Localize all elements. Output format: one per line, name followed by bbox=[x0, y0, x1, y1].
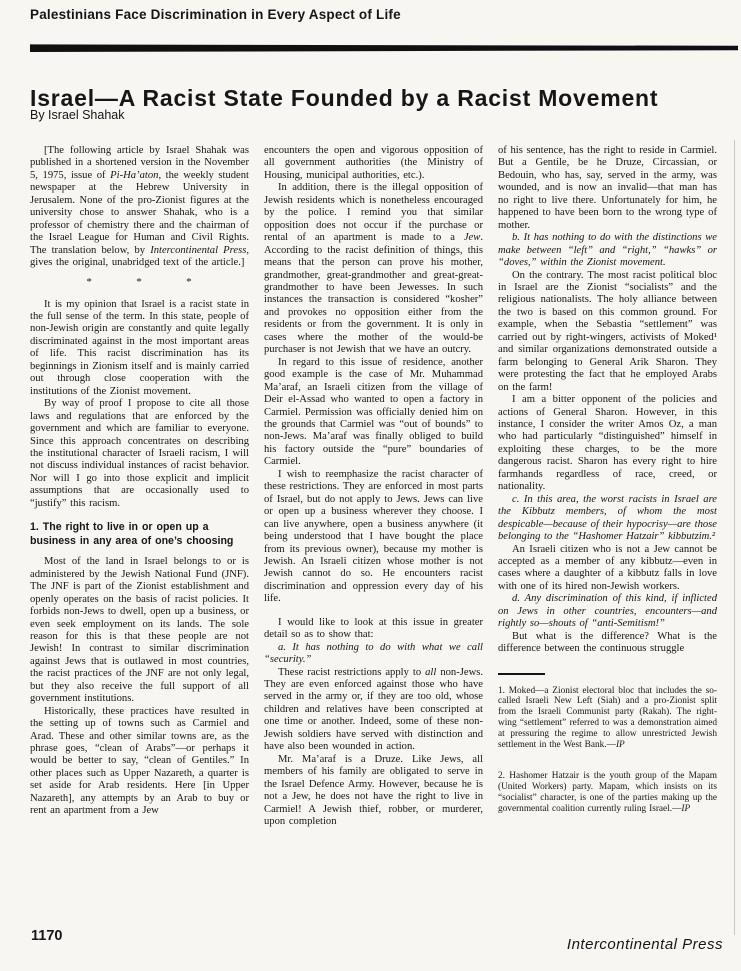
text-run: Mr. Ma’araf is a Druze. Like Jews, all members of his family are obligated to serve in the Israel Defence Army. However, because he is not a Jew, he does not have the right to live in Carmiel! A Jewish thief, robber, or murderer, upon completion bbox=[264, 753, 483, 828]
publication-name: Intercontinental Press bbox=[566, 936, 723, 953]
body-paragraph bbox=[498, 593, 717, 630]
column-3 bbox=[498, 145, 717, 815]
text-run: , the weekly student newspaper at the Hebrew University in Jerusalem. None of the pro-Zionist figures at the university chose to answer Shahak, who is a professor of chemistry there and the chairman of the Israel League for Human and Civil Rights. The translation below, by bbox=[30, 169, 249, 256]
text-run: d. Any discrimination of this kind, if inflicted on Jews in other countries, encounters—and rightly so—shouts of “anti-Semitism!” bbox=[498, 593, 717, 630]
text-run: Jew bbox=[463, 232, 481, 244]
article-body bbox=[30, 145, 716, 828]
body-paragraph bbox=[498, 494, 717, 544]
text-run: In regard to this issue of residence, another good example is the case of Mr. Muhammad Ma’araf, an Israeli citizen from the village of Deir el-Assad who wanted to open a factory in Carmiel. Permission was officially denied him on the grounds that Carmiel was “out of bounds” to non-Jews. Ma’araf was finally obliged to build his factory outside the “pure” boundaries of Carmiel. bbox=[264, 356, 483, 468]
page-number: 1170 bbox=[31, 928, 63, 944]
body-paragraph bbox=[264, 469, 483, 606]
text-run: On the contrary. The most racist political bloc in Israel are the Zionist “socialists” and the religious nationalists. The holy alliance between the two is based on this common ground. For example, when the Sebastia “settlement” was carried out by right-wingers, activists of Moked¹ and similar organizations demonstrated outside a farm belonging to General Arik Sharon. They were protesting the fact that he employed Arabs on the farm! bbox=[498, 269, 717, 393]
article-byline: By Israel Shahak bbox=[30, 108, 125, 122]
body-paragraph bbox=[264, 182, 483, 356]
section-heading bbox=[30, 521, 249, 548]
text-run: . According to the racist definition of things, this means that the person can prove his mother, grandmother, great-grandmother and great-great-grandmother to have been Jewesses. In such instances the transaction is considered “kosher” and provokes no opposition either from the residents or from the government. It is only in cases where the mother of the would-be purchaser is not Jewish that we have an outcry. bbox=[264, 232, 483, 356]
text-run: 1. Moked—a Zionist electoral bloc that includes the so-called Israeli New Left (Siah) and a pro-Zionist split from the Israeli Communist party (Rakah). The right-wing “settlement” referred to was a demonstration aimed at pressuring the regime to allow unrestricted Jewish settlement in the West Bank.— bbox=[498, 685, 717, 751]
body-paragraph bbox=[498, 631, 717, 656]
text-run: * * * bbox=[86, 275, 193, 288]
text-run: of his sentence, has the right to reside in Carmiel. But a Gentile, be he Druze, Circassian, or Bedouin, who has, say, served in the army, was wounded, and is now an invalid—that man has no right to live there. Unfortunately for him, he happened to have been born to the wrong type of mother. bbox=[498, 145, 717, 231]
footnote bbox=[498, 771, 717, 815]
body-paragraph bbox=[264, 754, 483, 829]
column-1 bbox=[30, 145, 249, 818]
text-run: It is my opinion that Israel is a racist state in the full sense of the term. In this state, people of non-Jewish origin are constantly and quite legally discriminated against in the most important areas of life. This racist discrimination has its beginnings in Zionism itself and is mainly carried out through close cooperation with the institutions of the Zionist movement. bbox=[30, 298, 249, 397]
text-run: non-Jews. They are even enforced against those who have served in the army or, if they are too old, whose children and relatives have been conscripted at one time or another. Indeed, some of these non-Jewish soldiers have served with distinction and have also been wounded in action. bbox=[264, 666, 483, 753]
body-paragraph bbox=[264, 357, 483, 469]
body-paragraph bbox=[498, 394, 717, 494]
text-run: Intercontinental Press bbox=[150, 244, 247, 256]
text-run: Pi-Ha’aton bbox=[110, 169, 159, 181]
body-paragraph bbox=[264, 667, 483, 754]
body-paragraph bbox=[30, 145, 249, 270]
text-run: IP bbox=[681, 803, 691, 814]
text-run: IP bbox=[615, 740, 625, 751]
article-title: Israel—A Racist State Founded by a Racist Movement bbox=[30, 85, 659, 112]
footnote-rule bbox=[498, 673, 545, 675]
section-break-stars bbox=[30, 277, 249, 288]
text-run: b. It has nothing to do with the distinctions we make between “left” and “right,” “hawks” or “doves,” within the Zionist movement. bbox=[498, 232, 717, 269]
body-paragraph bbox=[264, 642, 483, 667]
text-run: a. It has nothing to do with what we call “security.” bbox=[264, 641, 483, 666]
text-run: An Israeli citizen who is not a Jew cannot be accepted as a member of any kibbutz—even in cases where a daughter of a kibbutz falls in love with one of its hired non-Jewish workers. bbox=[498, 543, 717, 592]
text-run: , gives the original, unabridged text of the article.] bbox=[30, 244, 249, 269]
body-paragraph bbox=[30, 556, 249, 705]
body-paragraph bbox=[498, 232, 717, 269]
body-paragraph bbox=[30, 299, 249, 399]
body-paragraph bbox=[264, 617, 483, 642]
text-run: These racist restrictions apply to bbox=[278, 666, 426, 678]
text-run: [The following article by Israel Shahak was published in a shortened version in the November 5, 1975, issue of bbox=[30, 145, 249, 181]
page-edge-line bbox=[734, 140, 735, 935]
text-run: I wish to reemphasize the racist character of these restrictions. They are enforced in most parts of Israel, but do not apply to Jews. Jews can live or open up a business wherever they choose. I can live anywhere, open a business anywhere (it being understood that I have bought the place from its previous owner), because my mother is Jewish. An Israeli citizen whose mother is not Jewish cannot do so. He encounters racist discrimination and oppression every day of his life. bbox=[264, 468, 483, 605]
body-paragraph bbox=[498, 544, 717, 594]
text-run: But what is the difference? What is the difference between the continuous struggle bbox=[498, 630, 717, 655]
text-run: By way of proof I propose to cite all those laws and regulations that are enforced by the government and which are familiar to everyone. Since this approach concentrates on describing the institutional character of Israeli racism, I will not discuss individual instances of racist behavior. Nor will I go into those explicit and implicit assumptions that are occasionally used to “justify” this racism. bbox=[30, 398, 249, 509]
text-run: I am a bitter opponent of the policies and actions of General Sharon. However, in this instance, I consider the writer Amos Oz, a man who had particularly “distinguished” himself in exploiting these charges, to be the more dangerous racist. Sharon has every right to hire farmhands regardless of race, creed, or nationality. bbox=[498, 394, 717, 493]
text-run: 2. Hashomer Hatzair is the youth group of the Mapam (United Workers) party. Mapam, which insists on its “socialist” character, is one of the parties making up the governmental coalition currently ruling Israel.— bbox=[498, 771, 717, 814]
kicker-headline: Palestinians Face Discrimination in Every Aspect of Life bbox=[30, 7, 401, 22]
text-run: 1. The right to live in or open up a business in any area of one’s choosing bbox=[30, 521, 234, 547]
body-paragraph bbox=[264, 145, 483, 182]
body-paragraph bbox=[498, 145, 717, 232]
text-run: In addition, there is the illegal opposition of Jewish residents which is nonetheless encouraged by the police. I remind you that similar opposition does not occur if the purchase or rental of an apartment is made to a bbox=[264, 182, 483, 244]
body-paragraph bbox=[498, 270, 717, 395]
text-run: Most of the land in Israel belongs to or is administered by the Jewish National Fund (JNF). The JNF is part of the Zionist establishment and openly operates on the basis of racist policies. It forbids non-Jews to dwell, open up a business, or even seek employment on its lands. The sole reason for this is that these people are not Jewish! In contrast to similar discrimination against Jews that is outlawed in most countries, the racist practices of the JNF are not only legal, but they also receive the full support of all government institutions. bbox=[30, 556, 249, 705]
text-run: c. In this area, the worst racists in Israel are the Kibbutz members, of whom the most despicable—because of their hypocrisy—are those belonging to the “Hashomer Hatzair” kibbutzim.² bbox=[498, 493, 717, 543]
text-run: I would like to look at this issue in greater detail so as to show that: bbox=[264, 616, 483, 641]
text-run: all bbox=[425, 666, 437, 678]
footnote bbox=[498, 686, 717, 751]
text-run: Historically, these practices have resulted in the setting up of towns such as Carmiel and Arad. These and other similar towns are, as the phrase goes, “clean of Arabs”—or perhaps it would be better to say, “clean of Gentiles.” In other places such as Upper Nazareth, a quarter is set aside for Arab residents. Here [in Upper Nazareth], any attempts by an Arab to buy or rent an apartment from a Jew bbox=[30, 705, 249, 817]
header-rule-bar bbox=[30, 44, 738, 52]
body-paragraph bbox=[30, 706, 249, 818]
body-paragraph bbox=[30, 398, 249, 510]
column-2 bbox=[264, 145, 483, 828]
text-run: encounters the open and vigorous opposition of all government authorities (the Ministry of Housing, municipal authorities, etc.). bbox=[264, 145, 483, 181]
